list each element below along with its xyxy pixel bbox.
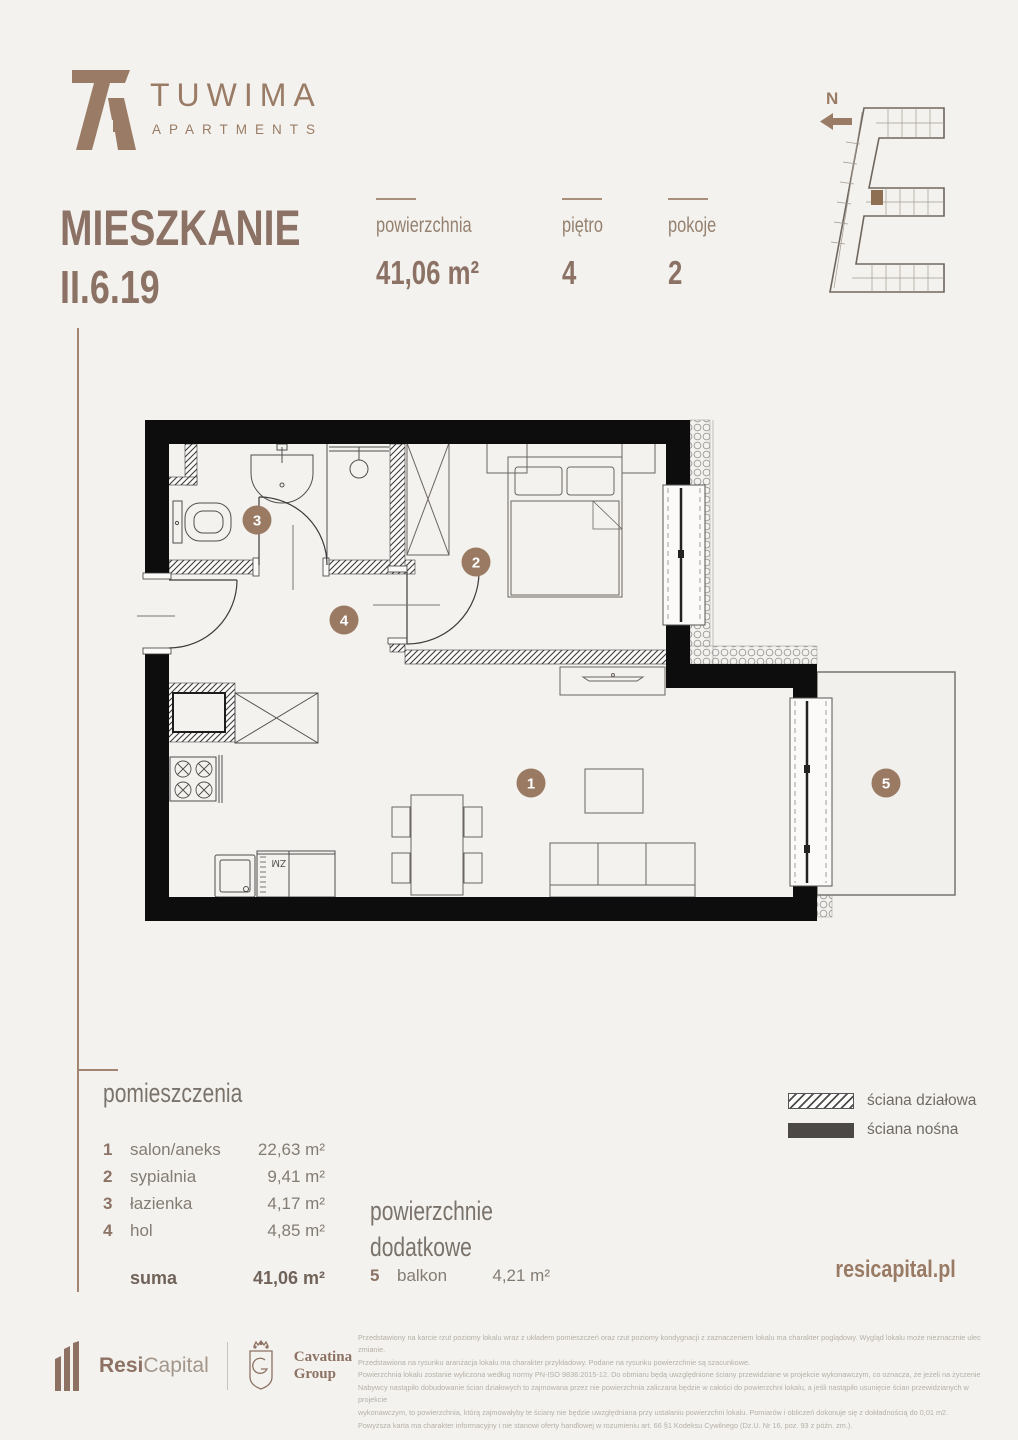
stat-divider	[562, 198, 602, 200]
legend	[788, 1092, 976, 1139]
room-area: 22,63 m²	[257, 1140, 325, 1159]
floor-plan	[135, 405, 965, 940]
room-area: 9,41 m²	[267, 1167, 325, 1186]
sum-value: 41,06 m²	[252, 1268, 325, 1288]
room-area: 4,85 m²	[267, 1221, 325, 1240]
bedroom-furniture	[407, 443, 655, 597]
extra-area: 4,21 m²	[492, 1266, 550, 1285]
marker-bathroom	[243, 506, 272, 535]
bathroom-fixtures	[173, 444, 389, 560]
marker-bedroom	[462, 548, 491, 577]
north-arrow-icon	[820, 113, 852, 130]
balcony-door-window	[790, 698, 832, 886]
extras-heading: powierzchnie dodatkowe	[370, 1196, 493, 1262]
extra-number: 5	[370, 1266, 380, 1285]
room-name: łazienka	[130, 1194, 193, 1213]
footer-logos	[55, 1340, 352, 1392]
compass-label: N	[826, 89, 839, 108]
svg-text:3: 3	[252, 512, 262, 530]
room-number: 1	[103, 1140, 113, 1159]
legend-bearing-swatch	[788, 1123, 854, 1138]
stat-divider	[668, 198, 708, 200]
resicapital-icon	[55, 1341, 81, 1391]
cavatina-wordmark: Cavatina Group	[293, 1348, 353, 1382]
website-link[interactable]: resicapital.pl	[835, 1256, 956, 1283]
stat-rooms-label: pokoje	[668, 214, 717, 237]
stat-area-value: 41,06 m²	[376, 254, 480, 291]
brand-name: TUWIMA	[150, 77, 322, 113]
kitchen-furniture	[163, 683, 335, 897]
marker-hall	[330, 606, 359, 635]
footer-divider	[227, 1342, 228, 1390]
legend-bearing-label: ściana nośna	[867, 1121, 959, 1138]
sum-label: suma	[130, 1268, 178, 1288]
bedroom-window	[663, 485, 705, 625]
room-name: salon/aneks	[130, 1140, 221, 1159]
resicapital-wordmark: ResiCapital	[99, 1354, 209, 1377]
entrance-door	[137, 573, 237, 654]
svg-text:5: 5	[881, 775, 891, 793]
ta-monogram-icon	[62, 58, 322, 158]
extra-name: balkon	[397, 1266, 448, 1285]
highlighted-unit	[871, 190, 883, 205]
legend-partition-swatch	[788, 1093, 854, 1109]
room-name: sypialnia	[130, 1167, 197, 1186]
stat-area	[376, 198, 508, 292]
brand-subtitle: APARTMENTS	[152, 122, 322, 137]
accent-tick	[77, 1069, 118, 1071]
title-line1: MIESZKANIE	[60, 200, 301, 256]
bedroom-door	[373, 566, 479, 644]
room-number: 4	[103, 1221, 113, 1240]
room-number: 3	[103, 1194, 113, 1213]
rooms-heading: pomieszczenia	[103, 1078, 243, 1108]
building-minimap	[816, 82, 966, 322]
room-area: 4,17 m²	[267, 1194, 325, 1213]
partition-walls	[165, 444, 668, 664]
cavatina-icon	[246, 1340, 276, 1392]
stat-floor-label: piętro	[562, 214, 603, 237]
stat-area-label: powierzchnia	[376, 214, 472, 237]
svg-text:2: 2	[471, 554, 481, 572]
svg-text:1: 1	[526, 775, 536, 793]
marker-living	[517, 769, 546, 798]
legend-partition-label: ściana działowa	[867, 1092, 977, 1109]
accent-vertical-line	[77, 328, 79, 1292]
bearing-walls	[145, 420, 817, 921]
stat-floor	[562, 198, 615, 292]
marker-balcony	[872, 769, 901, 798]
room-number: 2	[103, 1167, 113, 1186]
brand-logo	[62, 58, 322, 163]
dishwasher-label: ZM	[271, 857, 286, 868]
svg-text:4: 4	[339, 612, 349, 630]
title-line2: II.6.19	[60, 261, 160, 313]
stat-rooms	[668, 198, 730, 292]
stat-divider	[376, 198, 416, 200]
footer-disclaimer: Przedstawiony na karcie rzut poziomy lokalu wraz z układem pomieszczeń oraz rzut poziomy kondygnacji z zaznaczeniem lokalu ma charakter poglądowy. Wygląd lokalu może nieznacznie ulec zmianie. Przedstawiona na rysunku aranżacja lokalu ma charakter przykładowy. Podane na rysunku powierzchnie są szacunkowe. Powierzchnia lokalu zostanie wyliczona według normy PN-ISO 9836:2015-12. Do obmiaru będą uwzględnione ściany przewidziane w projekcie wykonawczym, co oznacza, że jeżeli na życzenie Nabywcy nastąpiło dobudowanie ścian działowych to zajmowana przez nie powierzchnia zaliczana będzie w całości do powierzchni lokalu, a jeśli nastąpiło usunięcie ścian przewidzianych w projekcie wykonawczym, to powierzchnia, którą zajmowałyby te ściany nie będzie uwzględniana przy ustalaniu powierzchni lokalu. Pomiarów i obliczeń dokonuje się z dokładnością do 0,01 m2. Powyższa karta ma charakter informacyjny i nie stanowi oferty handlowej w rozumieniu art. 66 §1 Kodeksu Cywilnego (Dz.U. Nr 16, poz. 93 z późn. zm.).	[358, 1333, 981, 1430]
page-title	[60, 200, 368, 313]
building-outline	[830, 108, 944, 292]
stat-floor-value: 4	[562, 254, 577, 291]
room-name: hol	[130, 1221, 153, 1240]
stat-rooms-value: 2	[668, 254, 683, 291]
